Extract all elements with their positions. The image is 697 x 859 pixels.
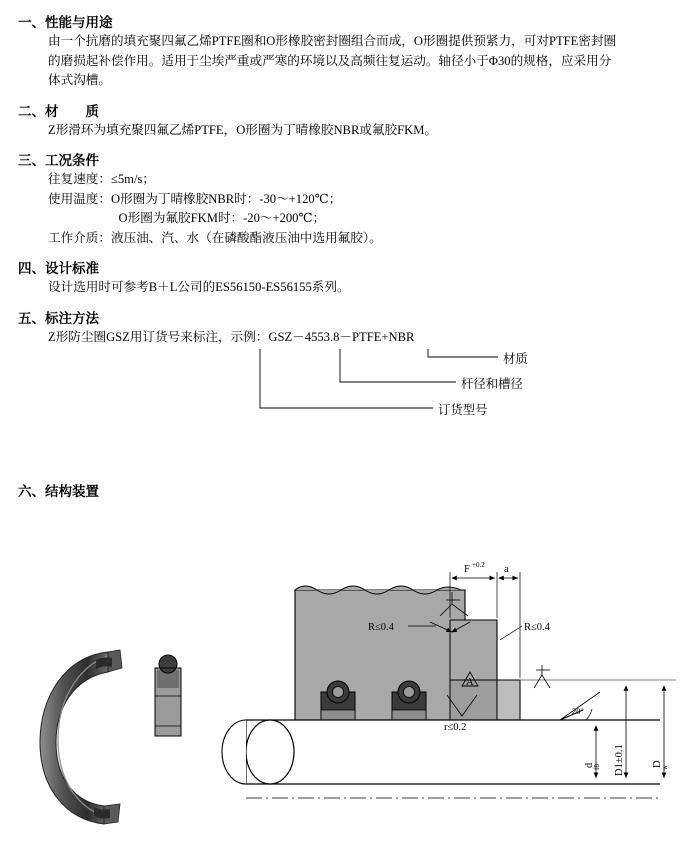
section-heading: 四、设计标准 — [18, 261, 99, 276]
section-heading: 二、材 质 — [18, 103, 99, 119]
section-body — [48, 32, 673, 91]
section-line: 使用温度：O形圈为丁晴橡胶NBR时：-30～+120℃； — [48, 191, 342, 206]
section-line: O形圈为氟胶FKM时：-20～+200℃； — [118, 211, 326, 225]
section-performance — [0, 14, 697, 91]
section-line: 体式沟槽。 — [48, 73, 111, 87]
section-material — [0, 103, 697, 141]
callout-leader-lines — [48, 347, 648, 429]
dim-F-label: F — [464, 564, 470, 575]
dim-Dw-label: D — [652, 760, 663, 768]
section-body — [48, 170, 673, 248]
structure-drawing — [0, 520, 697, 840]
section-body — [48, 328, 673, 348]
dim-D1-label: D1±0.1 — [614, 744, 625, 776]
dim-a-label: a — [504, 564, 509, 575]
callout-label-order-model: 订货型号 — [438, 403, 488, 417]
assembly-section-view — [222, 561, 676, 798]
section-line: 设计选用时可参考B＋L公司的ES56150-ES56155系列。 — [48, 280, 350, 294]
dim-radius-right-label: R≤0.4 — [524, 622, 550, 633]
callout-label-material: 材质 — [503, 352, 528, 366]
section-marking-method — [0, 310, 697, 430]
section-heading: 三、工况条件 — [18, 153, 99, 168]
dim-d-f8-label: d — [584, 762, 595, 768]
ring-3d-view — [40, 650, 122, 824]
section-mark-A-label: A — [466, 677, 474, 688]
section-design-standard — [0, 260, 697, 298]
section-line: 由一个抗磨的填充聚四氟乙烯PTFE圈和O形橡胶密封圈组合而成，O形圈提供预紧力，可对PTFE密封圈 — [48, 34, 617, 48]
section-line: 往复速度：≤5m/s； — [48, 172, 155, 186]
section-body — [48, 121, 673, 141]
section-line: 的磨损起补偿作用。适用于尘埃严重或严寒的环境以及高频往复运动。轴径小于Φ30的规格，应采用分 — [48, 53, 612, 68]
structure-figure — [0, 520, 697, 840]
section-heading: 五、标注方法 — [18, 310, 99, 326]
dim-corner-radius-label: r≤0.2 — [444, 722, 467, 733]
section-working-conditions — [0, 152, 697, 248]
marking-callout-diagram — [48, 347, 697, 429]
section-line: Z形防尘圈GSZ用订货号来标注，示例：GSZ－4553.8－PTFE+NBR — [48, 329, 415, 344]
dim-angle-label: 20° — [572, 706, 584, 716]
dim-radius-left-label: R≤0.4 — [368, 622, 394, 633]
figure-heading: 六、结构装置 — [18, 484, 99, 499]
section-line: 工作介质：液压油、汽、水（在磷酸酯液压油中选用氟胶）。 — [48, 230, 382, 245]
section-line: Z形滑环为填充聚四氟乙烯PTFE，O形圈为丁晴橡胶NBR或氟胶FKM。 — [48, 122, 438, 137]
dim-d-f8-subscript: f8 — [593, 764, 601, 770]
section-body — [48, 278, 673, 298]
dim-F-tolerance: +0.2 — [472, 561, 485, 569]
section-heading: 一、性能与用途 — [18, 15, 113, 30]
dim-Dw-subscript: w — [661, 764, 669, 770]
ring-cross-section-view — [155, 655, 181, 736]
callout-label-rod-groove: 杆径和槽径 — [461, 377, 523, 391]
